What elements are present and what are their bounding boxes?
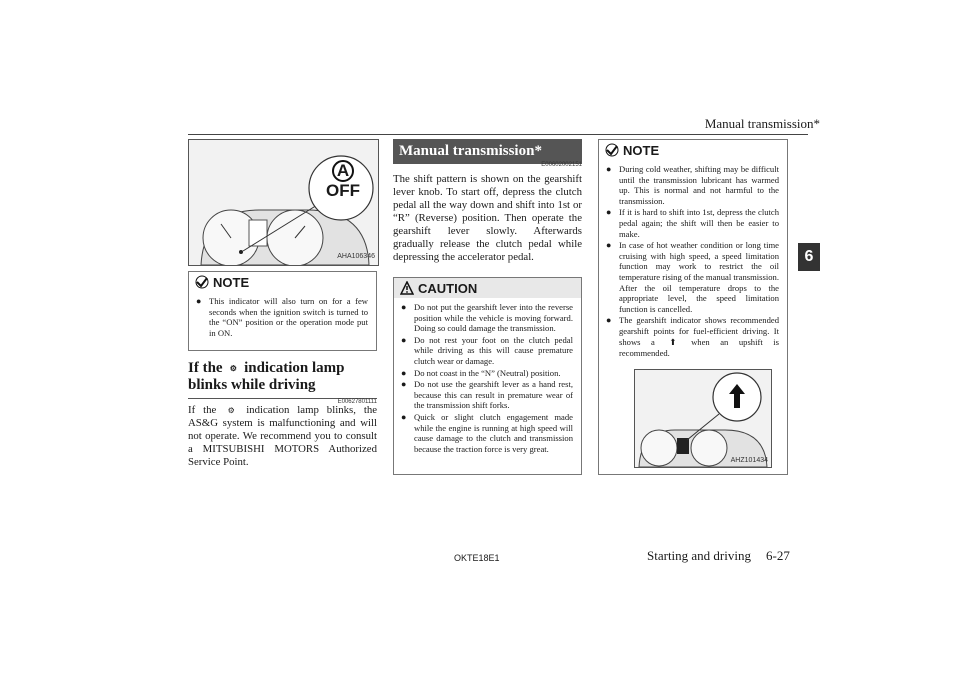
running-header-title: Manual transmission* <box>704 116 820 131</box>
note-label: NOTE <box>213 274 250 290</box>
caution-box <box>393 277 582 475</box>
afoff-icon <box>323 160 363 199</box>
note-list-2 <box>599 160 787 366</box>
doc-code: OKTE18E1 <box>454 553 500 563</box>
section-title: If the ⚙ indication lamp blinks while driving <box>188 360 345 394</box>
note-box-2 <box>598 139 788 475</box>
note-box <box>188 271 377 351</box>
afoff-figure <box>188 139 379 266</box>
ref-code: E00627801111 <box>337 399 377 406</box>
body-text-2: The shift pattern is shown on the gearshift lever knob. To start off, depress the clutch pedal all the way down and shift into 1st or “R” (Reverse) position. Then operate the gearshift lever slowly. Afterwards gradually release the clutch pedal while depressing the accelerator pedal. <box>393 173 582 263</box>
cluster-illustration <box>189 140 378 265</box>
note-header-2 <box>599 140 787 160</box>
note-label-2: NOTE <box>623 142 660 158</box>
note-check-icon <box>195 275 209 289</box>
caution-list <box>394 298 581 461</box>
note-item: ● This indicator will also turn on for a few seconds when the ignition switch is turned to the “ON” position or the operation mode put in ON. <box>209 296 368 338</box>
afoff-text: OFF <box>326 181 360 200</box>
note-item: ● The gearshift indicator shows recommended gearshift points for fuel-efficient driving. It shows a ⬆ when an upshift is recommended. <box>619 315 779 358</box>
afoff-letter: A <box>332 160 354 182</box>
note-check-icon <box>605 143 619 157</box>
upshift-arrow-icon: ⬆ <box>669 337 677 348</box>
caution-item: ● Quick or slight clutch engagement made while the engine is running at high speed will cause damage to the clutch and transmission because the traction force is very great. <box>414 412 573 454</box>
note-list <box>189 292 376 345</box>
cluster-illustration-2 <box>635 370 771 467</box>
header-rule <box>188 134 808 135</box>
caution-item: ● Do not coast in the “N” (Neutral) position. <box>414 368 573 379</box>
caution-item: ● Do not put the gearshift lever into the reverse position while the vehicle is moving forward. Doing so could damage the transmission. <box>414 302 573 334</box>
note-item: ● During cold weather, shifting may be difficult until the transmission lubricant has warmed up. This is normal and not harmful to the transmission. <box>619 164 779 206</box>
caution-label: CAUTION <box>418 280 478 296</box>
warning-triangle-icon <box>400 281 414 295</box>
page-number: 6-27 <box>766 548 790 563</box>
caution-item: ● Do not rest your foot on the clutch pedal while driving as this will cause premature clutch wear or damage. <box>414 335 573 367</box>
gearshift-figure <box>634 369 772 468</box>
figure-code-2: AHZ101434 <box>730 457 768 464</box>
note-header <box>189 272 376 292</box>
note-item: ● If it is hard to shift into 1st, depress the clutch pedal again; the shift will then be easier to make. <box>619 207 779 239</box>
caution-item: ● Do not use the gearshift lever as a hand rest, because this can result in premature wear of the transmission shift forks. <box>414 379 573 411</box>
body-text: If the ⚙ indication lamp blinks, the AS&G system is malfunctioning and will not operate. We recommend you to consult a MITSUBISHI MOTORS Authorized Service Point. <box>188 404 378 468</box>
footer-section: Starting and driving <box>647 548 751 563</box>
asg-off-icon: ⚙ <box>229 364 237 374</box>
note-item: ● In case of hot weather condition or long time cruising with high speed, a speed limitation function may work to restrict the oil temperature rising of the manual transmission. After the oil temperature drops to the appropriate level, the speed limitation function is cancelled. <box>619 240 779 314</box>
asg-off-icon-inline: ⚙ <box>227 406 235 415</box>
chapter-tab: 6 <box>798 243 820 271</box>
section-heading <box>188 360 377 405</box>
ref-code-2: E00602002151 <box>541 162 582 168</box>
figure-code: AHA106346 <box>337 253 375 260</box>
section-banner: Manual transmission* <box>393 139 582 164</box>
caution-header <box>394 278 581 298</box>
